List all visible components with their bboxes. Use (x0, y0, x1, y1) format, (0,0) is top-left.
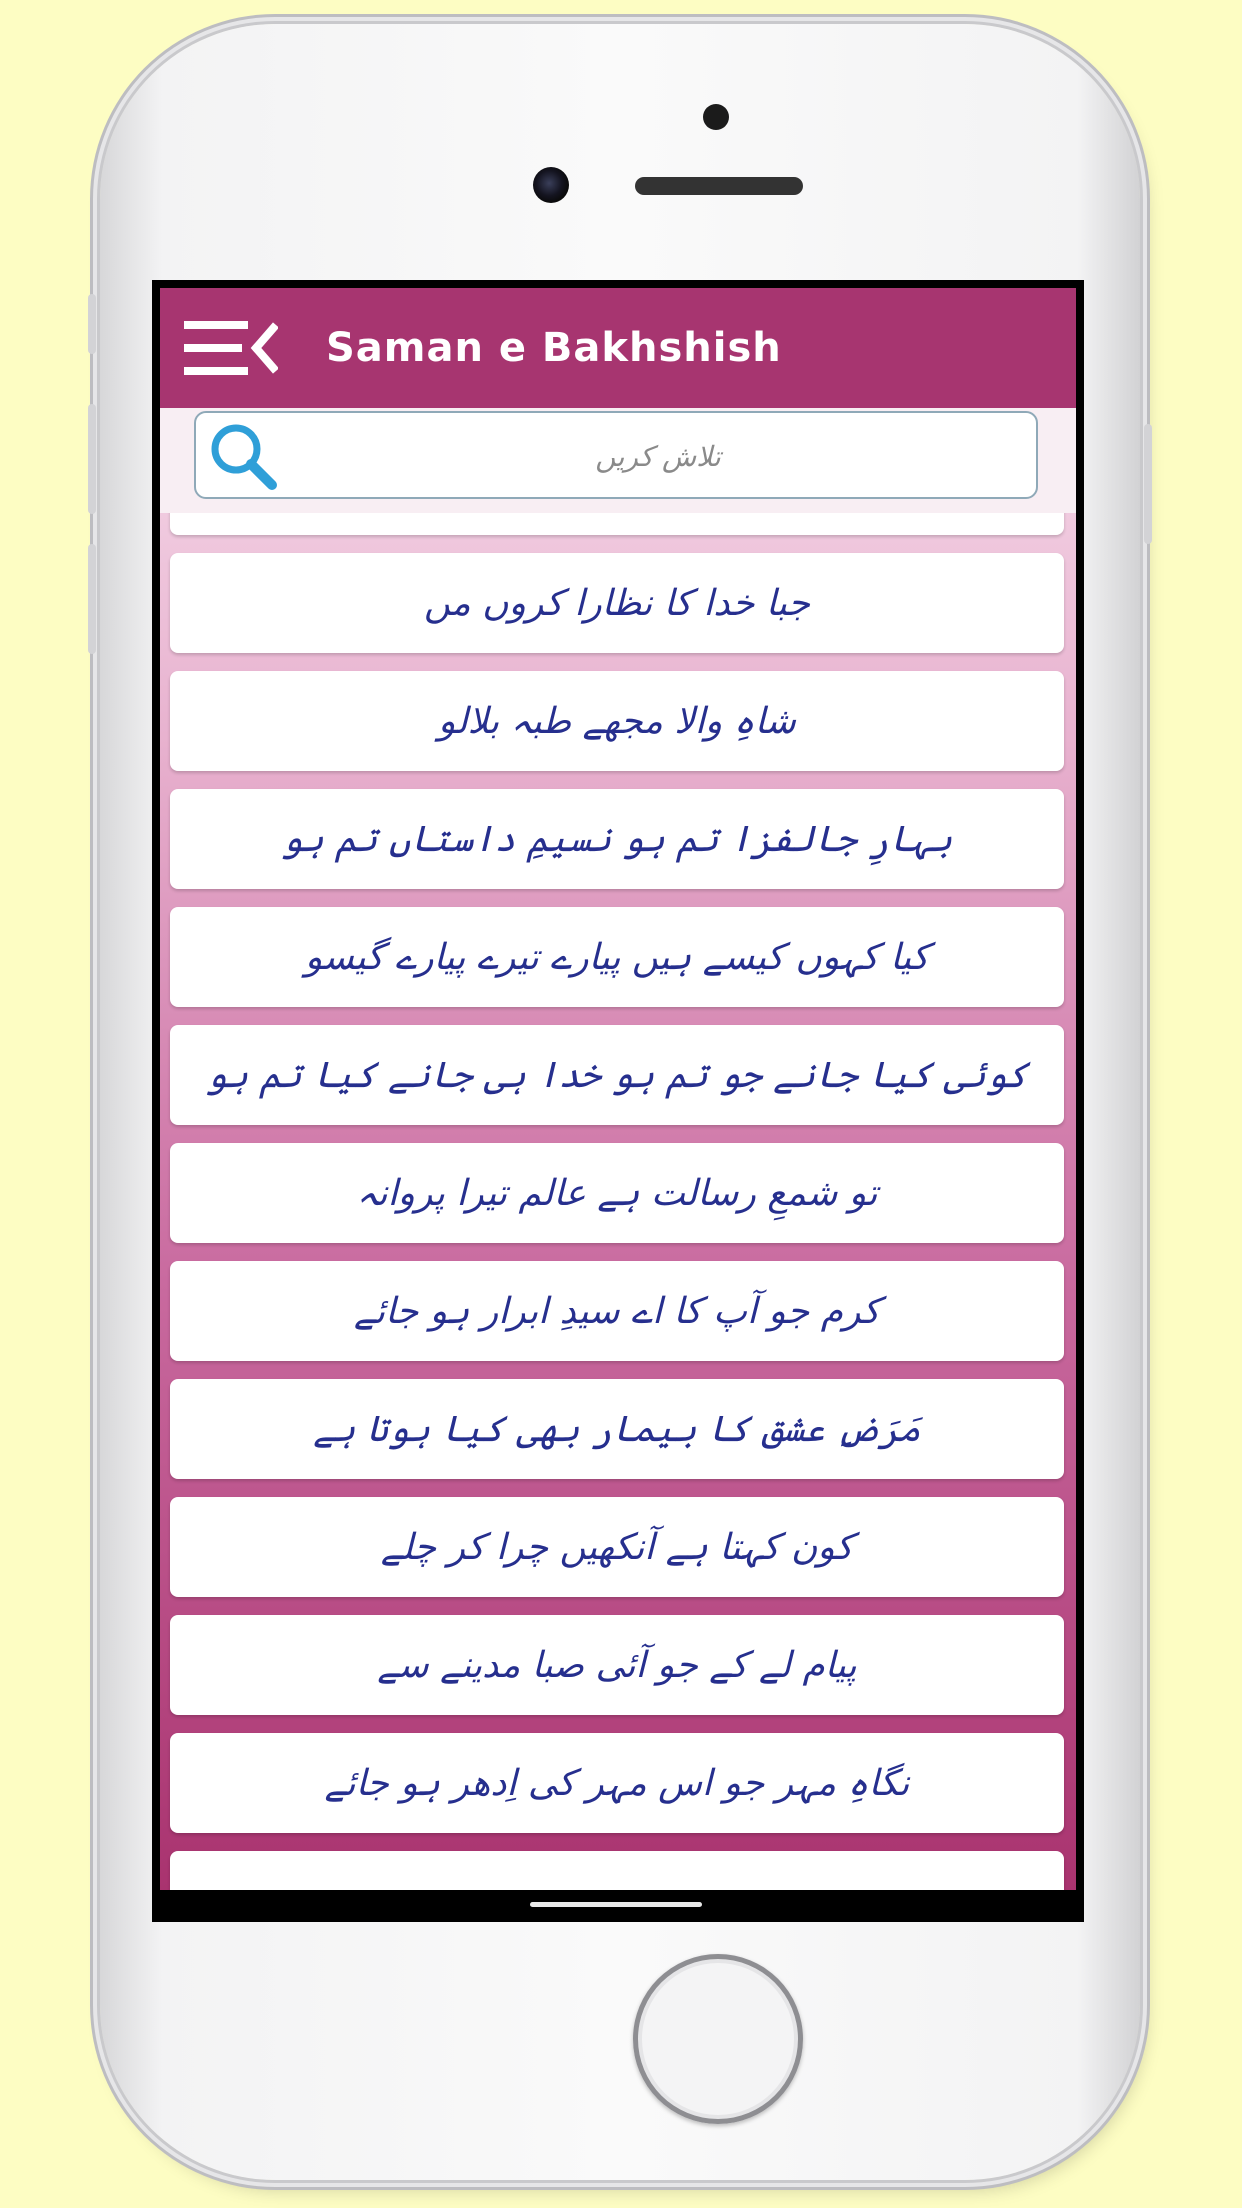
list-item-label: پیام لے کے جو آئی صبا مدینے سے (377, 1644, 857, 1686)
side-button-power (1144, 424, 1152, 544)
list-item-label: کوئی کیا جانے جو تم ہو خدا ہی جانے کیا تم ہو (206, 1054, 1028, 1096)
search-input[interactable] (306, 413, 1010, 499)
list-item-label: نگاہِ مہر جو اس مہر کی اِدھر ہو جائے (324, 1762, 910, 1804)
list-item-label: کون کہتا ہے آنکھیں چرا کر چلے (380, 1526, 854, 1568)
menu-collapse-icon[interactable] (184, 321, 278, 375)
list-item-label: شاہِ والا مجھے طبہ بلالو (438, 700, 796, 742)
list-item-label: کیا کہوں کیسے ہیں پیارے تیرے پیارے گیسو (304, 936, 930, 978)
front-camera-icon (533, 167, 569, 203)
list-item[interactable] (170, 1615, 1064, 1715)
list-item[interactable] (170, 789, 1064, 889)
list-item[interactable] (170, 1143, 1064, 1243)
list-item[interactable] (170, 553, 1064, 653)
list-item[interactable] (170, 1733, 1064, 1833)
app-window (160, 288, 1076, 1890)
list-item-label: جبا خدا کا نظارا کروں مں (424, 582, 810, 624)
side-button-volume-up (88, 404, 96, 514)
list-item-label: بہارِ جالفزا تم ہو نسیمِ داستاں تم ہو (281, 818, 953, 860)
sensor-dot (703, 104, 729, 130)
earpiece-speaker (635, 177, 803, 195)
list-item-label: مَرَضِ عشق کا بیمار بھی کیا ہوتا ہے (313, 1408, 921, 1450)
side-button-volume-down (88, 544, 96, 654)
search-box[interactable] (194, 411, 1038, 499)
list-item[interactable] (170, 907, 1064, 1007)
list-item-label: کرم جو آپ کا اے سیدِ ابرار ہو جائے (354, 1290, 881, 1332)
list-item[interactable] (170, 513, 1064, 535)
list-item[interactable] (170, 1497, 1064, 1597)
list-item[interactable] (170, 1379, 1064, 1479)
list-item[interactable] (170, 1851, 1064, 1890)
poem-list[interactable] (160, 513, 1076, 1890)
list-item[interactable] (170, 671, 1064, 771)
list-item[interactable] (170, 1025, 1064, 1125)
side-button-mute (88, 294, 96, 354)
app-title: Saman e Bakhshish (326, 325, 782, 371)
search-icon[interactable] (206, 419, 282, 495)
app-toolbar (160, 288, 1076, 408)
phone-screen (152, 280, 1084, 1922)
search-bar (160, 408, 1076, 513)
home-indicator[interactable] (530, 1902, 702, 1907)
home-button[interactable] (633, 1954, 803, 2124)
list-item-label: تو شمعِ رسالت ہے عالم تیرا پروانہ (356, 1172, 878, 1214)
list-item[interactable] (170, 1261, 1064, 1361)
